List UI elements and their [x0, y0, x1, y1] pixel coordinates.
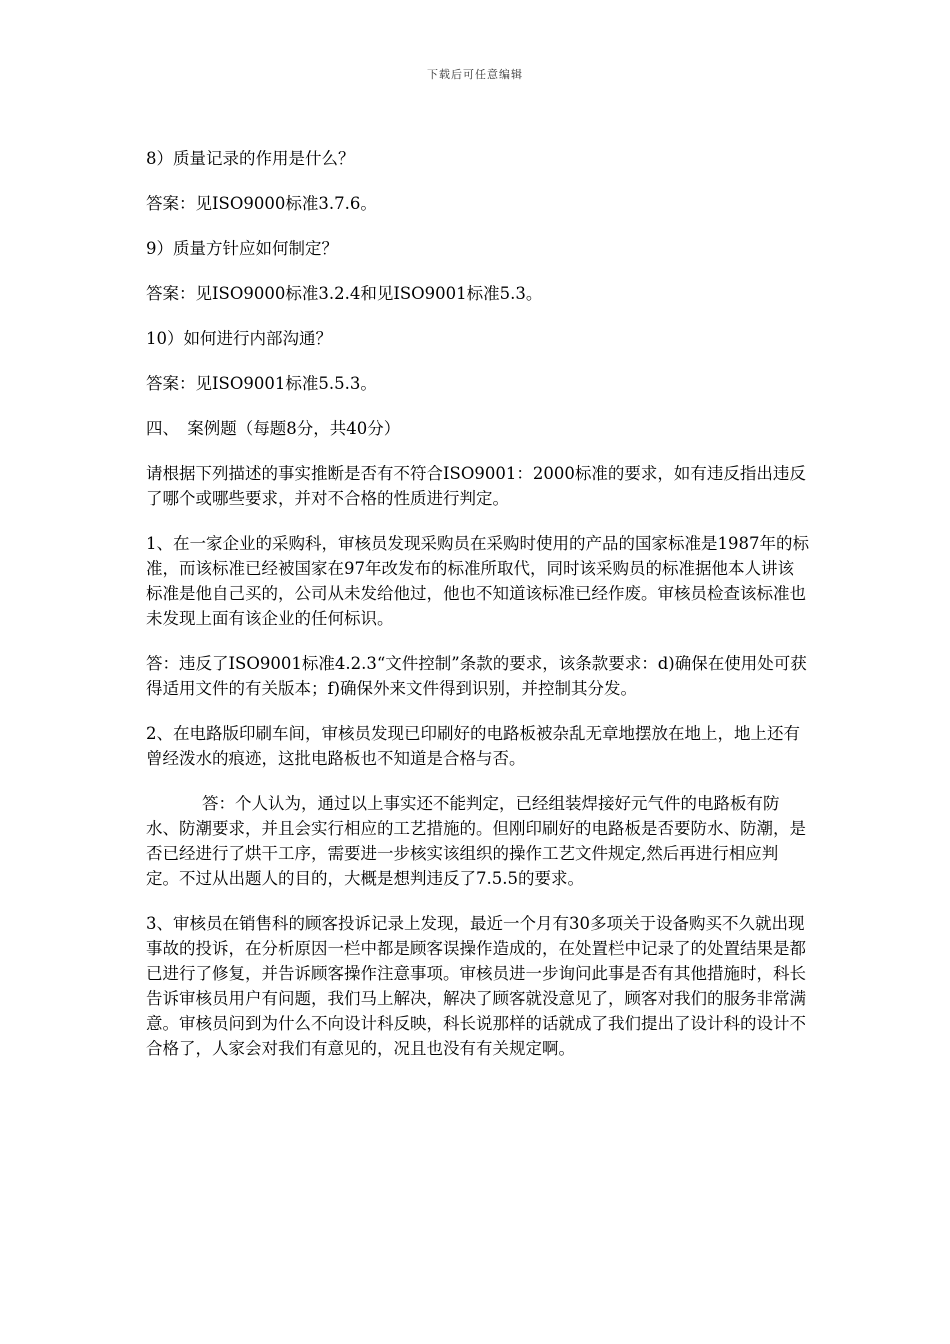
question-9: 9）质量方针应如何制定？ [146, 239, 338, 258]
case-1: 1、在一家企业的采购科，审核员发现采购员在采购时使用的产品的国家标准是1987年的标准，而该标准已经被国家在97年改发布的标准所取代，同时该采购员的标准据他本人讲该标准是他自己买的，公司从未发给他过，他也不知道该标准已经作废。审核员检查该标准也未发现上面有该企业的任何标识。 [146, 534, 809, 628]
case-2: 2、在电路版印刷车间，审核员发现已印刷好的电路板被杂乱无章地摆放在地上，地上还有曾经泼水的痕迹，这批电路板也不知道是合格与否。 [146, 724, 800, 768]
case-1-answer: 答：违反了ISO9001标准4.2.3“文件控制”条款的要求，该条款要求：d)确保在使用处可获得适用文件的有关版本；f)确保外来文件得到识别，并控制其分发。 [146, 654, 807, 698]
answer-8: 答案：见ISO9000标准3.7.6。 [146, 194, 377, 213]
section-heading: 四、 案例题（每题8分，共40分） [146, 419, 401, 438]
case-2-answer: 答：个人认为，通过以上事实还不能判定，已经组装焊接好元气件的电路板有防水、防潮要求，并且会实行相应的工艺措施的。但刚印刷好的电路板是否要防水、防潮，是否已经进行了烘干工序，需要进一步核实该组织的操作工艺文件规定,然后再进行相应判定。不过从出题人的目的，大概是想判违反了7.5.5的要求。 [146, 794, 806, 888]
question-8: 8）质量记录的作用是什么？ [146, 149, 355, 168]
section-instructions: 请根据下列描述的事实推断是否有不符合ISO9001：2000标准的要求，如有违反指出违反了哪个或哪些要求，并对不合格的性质进行判定。 [146, 464, 806, 508]
case-3: 3、审核员在销售科的顾客投诉记录上发现，最近一个月有30多项关于设备购买不久就出现事故的投诉，在分析原因一栏中都是顾客误操作造成的，在处置栏中记录了的处置结果是都已进行了修复，并告诉顾客操作注意事项。审核员进一步询问此事是否有其他措施时，科长告诉审核员用户有问题，我们马上解决，解决了顾客就没意见了，顾客对我们的服务非常满意。审核员问到为什么不向设计科反映，科长说那样的话就成了我们提出了设计科的设计不合格了，人家会对我们有意见的，况且也没有有关规定啊。 [146, 914, 806, 1058]
page-header: 下载后可任意编辑 [427, 68, 523, 81]
question-10: 10）如何进行内部沟通？ [146, 329, 332, 348]
answer-9: 答案：见ISO9000标准3.2.4和见ISO9001标准5.3。 [146, 284, 543, 303]
answer-10: 答案：见ISO9001标准5.5.3。 [146, 374, 377, 393]
document-body [146, 146, 810, 1081]
